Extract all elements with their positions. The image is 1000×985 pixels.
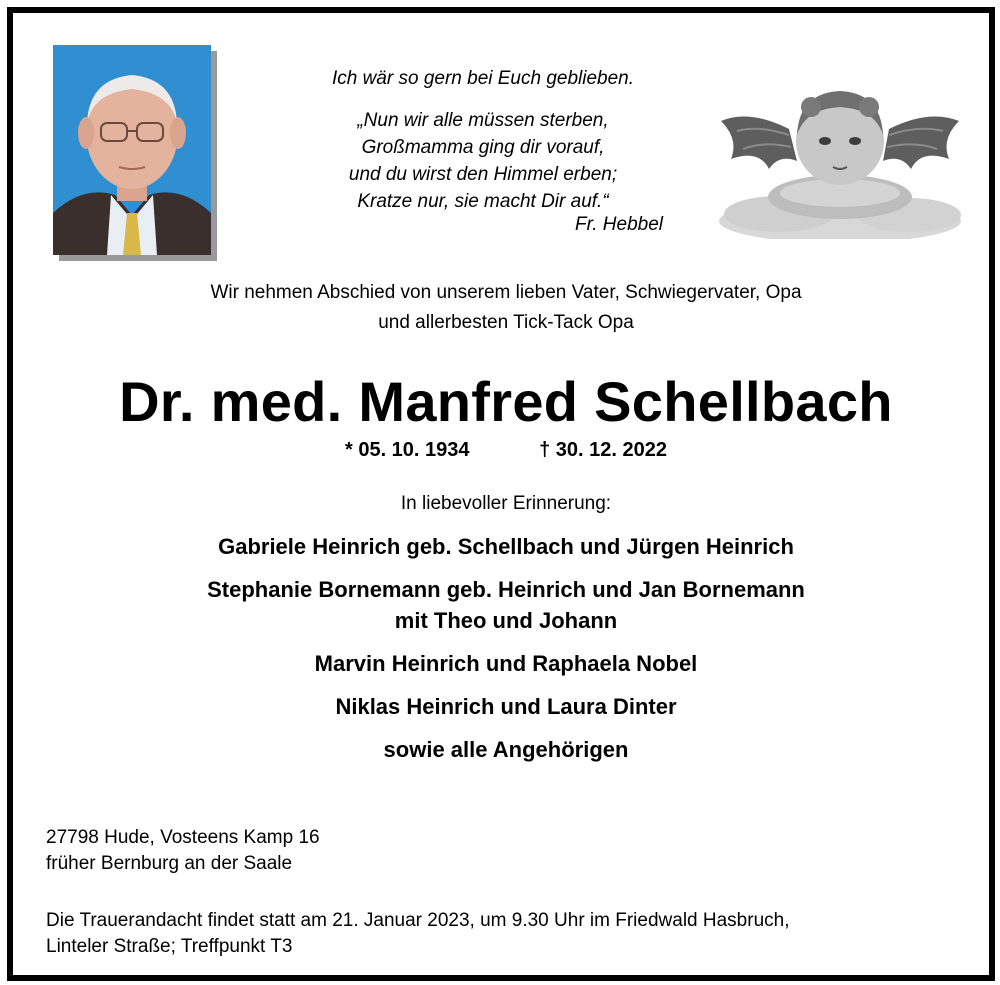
poem-line: und du wirst den Himmel erben; bbox=[348, 164, 618, 185]
poem-line: Großmamma ging dir vorauf, bbox=[361, 137, 605, 158]
birth-date: * 05. 10. 1934 bbox=[344, 439, 470, 461]
mourner-line: Niklas Heinrich und Laura Dinter bbox=[335, 694, 677, 719]
address-line-1: 27798 Hude, Vosteens Kamp 16 bbox=[46, 827, 320, 848]
service-line-2: Linteler Straße; Treffpunkt T3 bbox=[46, 936, 293, 957]
deceased-name: Dr. med. Manfred Schellbach bbox=[119, 370, 893, 433]
poem-first-line: Ich wär so gern bei Euch geblieben. bbox=[331, 68, 635, 89]
mourner-line: Marvin Heinrich und Raphaela Nobel bbox=[314, 651, 698, 676]
mourner-line: mit Theo und Johann bbox=[394, 608, 618, 633]
poem-line: „Nun wir alle müssen sterben, bbox=[357, 110, 609, 131]
address-line-2: früher Bernburg an der Saale bbox=[46, 853, 293, 874]
farewell-intro bbox=[13, 278, 999, 338]
angel-illustration bbox=[719, 69, 961, 239]
service-line-1: Die Trauerandacht findet statt am 21. Januar 2023, um 9.30 Uhr im Friedwald Hasbruch, bbox=[46, 910, 790, 931]
intro-line-2: und allerbesten Tick-Tack Opa bbox=[378, 312, 634, 333]
memory-label: In liebevoller Erinnerung: bbox=[400, 493, 612, 514]
poem-line: Kratze nur, sie macht Dir auf.“ bbox=[357, 191, 609, 212]
poem-author: Fr. Hebbel bbox=[575, 214, 663, 235]
death-date: † 30. 12. 2022 bbox=[539, 439, 667, 461]
life-dates bbox=[13, 439, 999, 462]
mourner-line: sowie alle Angehörigen bbox=[383, 737, 629, 762]
service-info bbox=[46, 908, 986, 960]
mourner-line: Stephanie Bornemann geb. Heinrich und Jan Bornemann bbox=[207, 577, 805, 602]
intro-line-1: Wir nehmen Abschied von unserem lieben Vater, Schwiegervater, Opa bbox=[210, 282, 802, 303]
mourners-list bbox=[13, 531, 999, 765]
poem-verse bbox=[253, 107, 713, 215]
mourner-line: Gabriele Heinrich geb. Schellbach und Jürgen Heinrich bbox=[218, 534, 794, 559]
obituary-frame bbox=[7, 7, 995, 981]
angel-picture bbox=[719, 69, 961, 239]
address-block bbox=[46, 825, 986, 877]
